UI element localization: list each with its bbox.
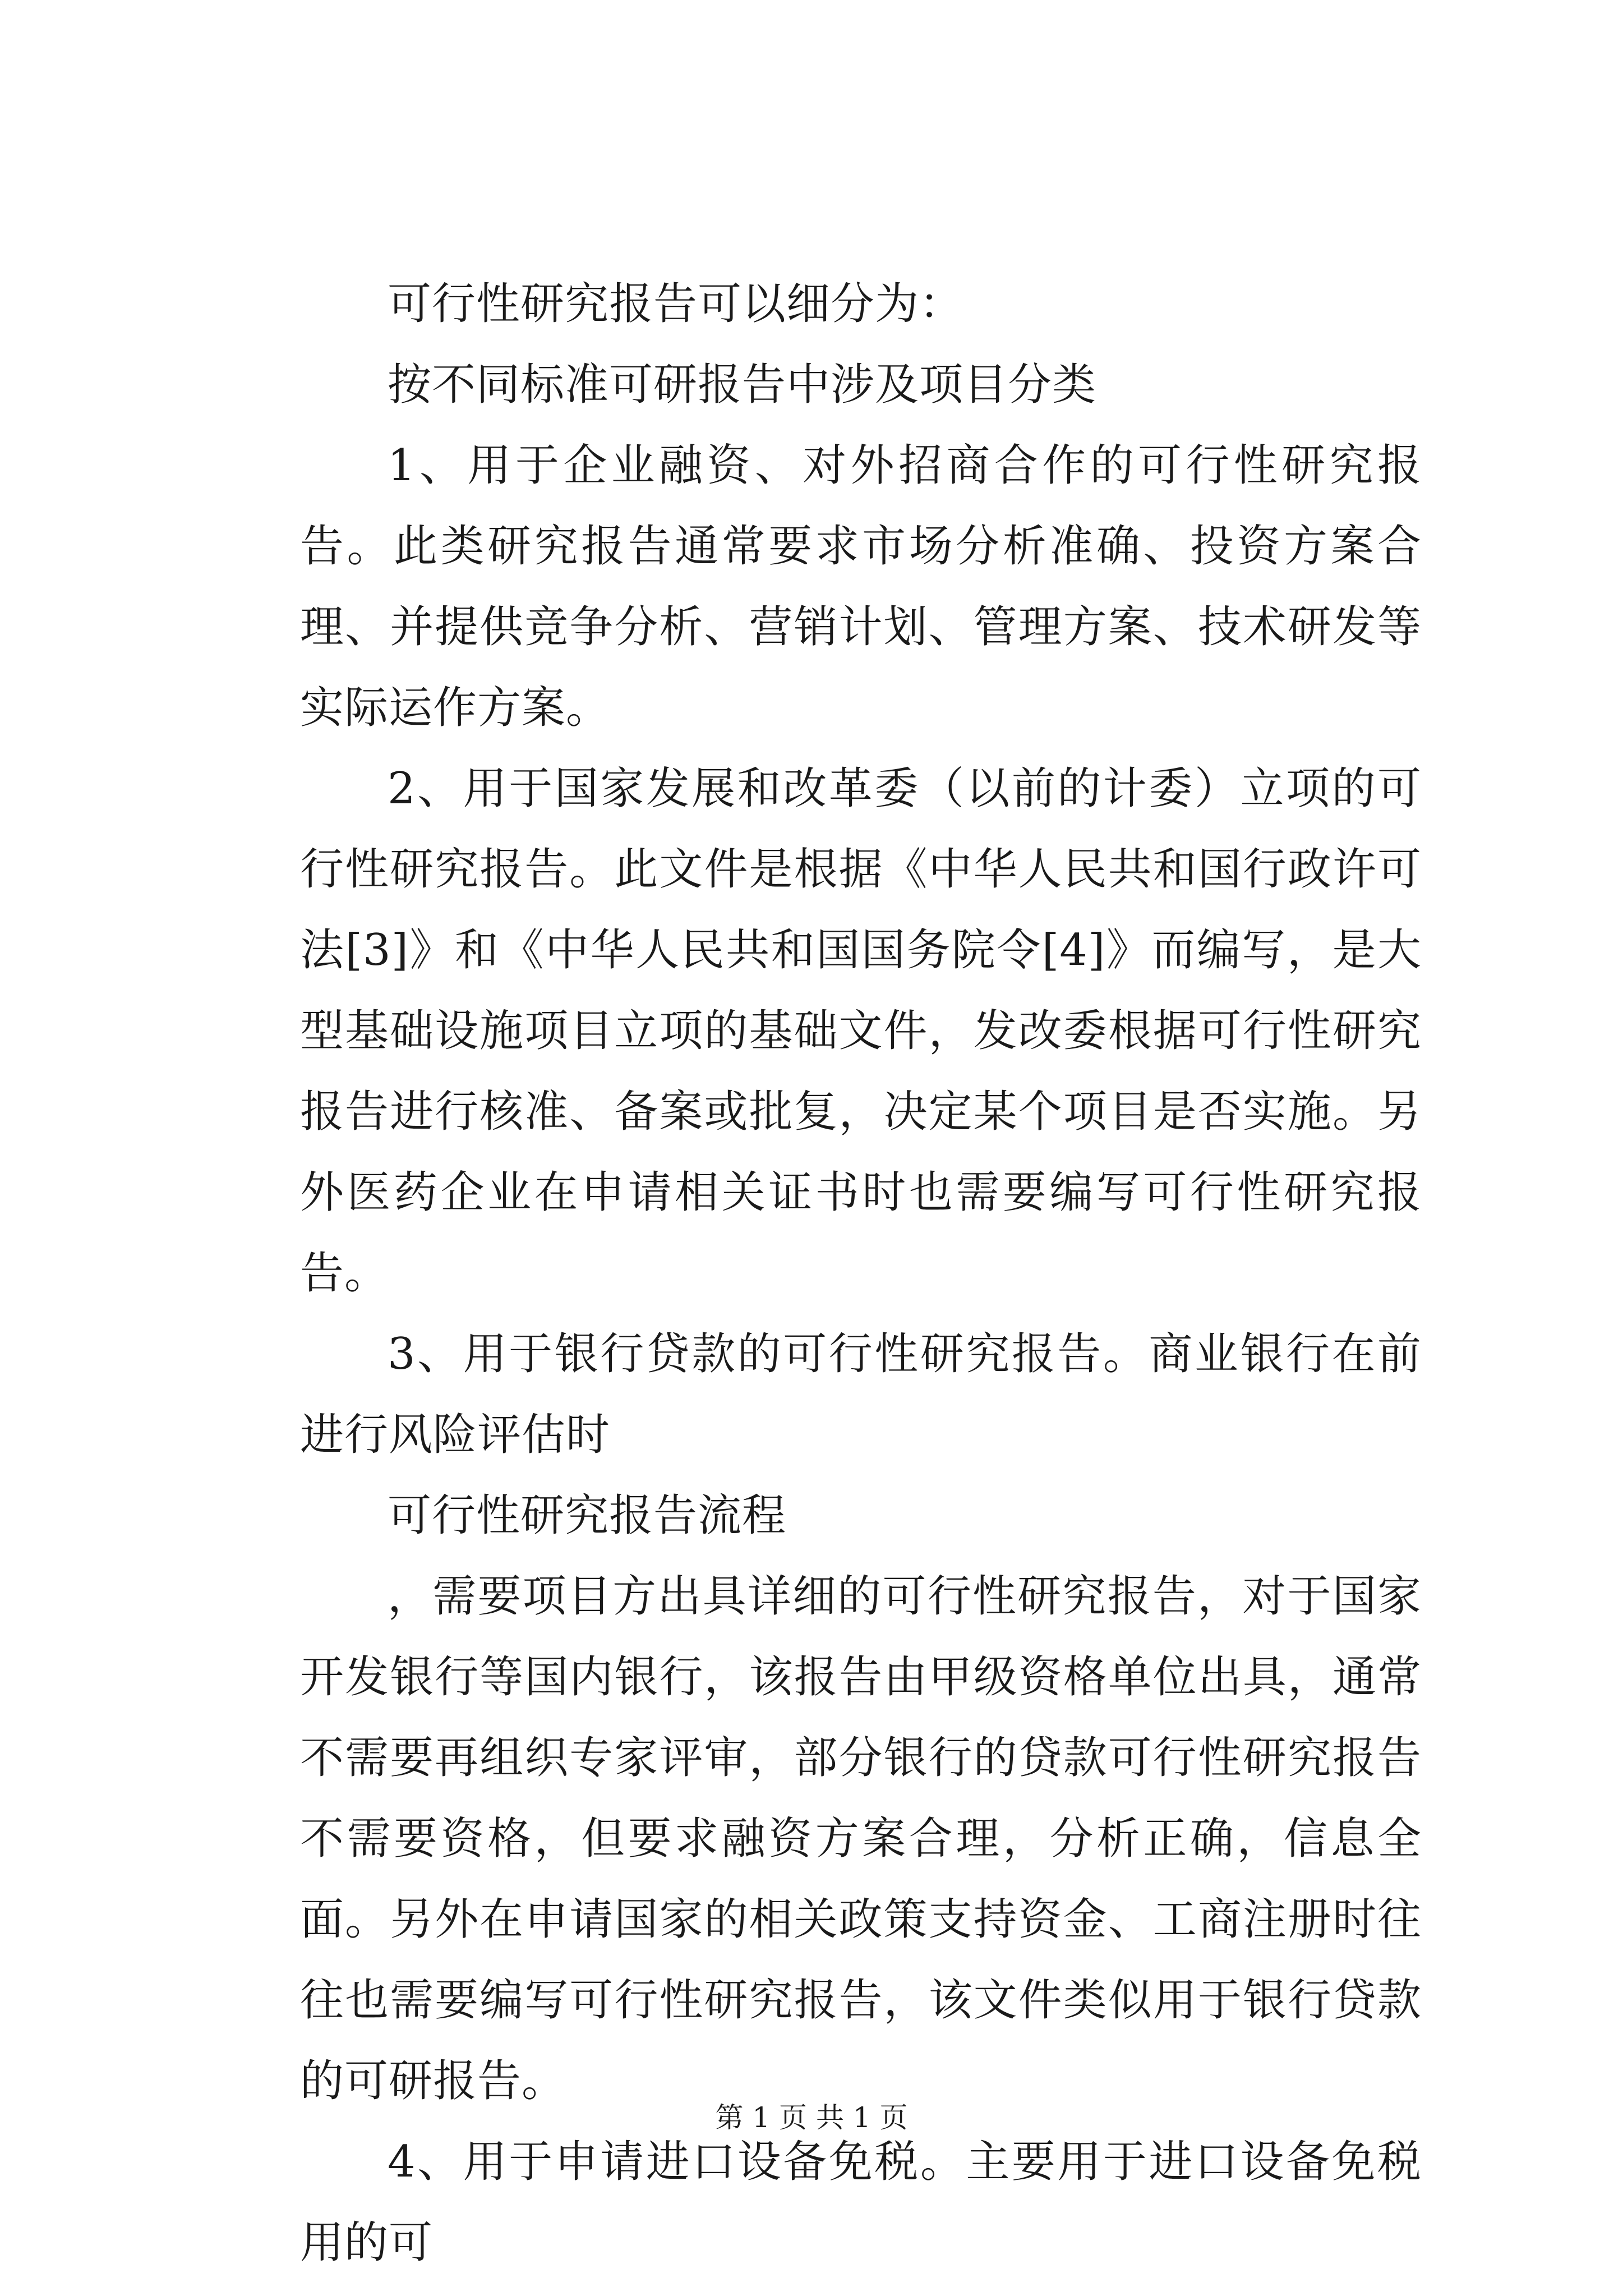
document-body bbox=[300, 264, 1422, 2283]
paragraph-item-3-continued: ，需要项目方出具详细的可行性研究报告，对于国家开发银行等国内银行，该报告由甲级资格单位出具，通常不需要再组织专家评审，部分银行的贷款可行性研究报告不需要资格，但要求融资方案合理，分析正确，信息全面。另外在申请国家的相关政策支持资金、工商注册时往往也需要编写可行性研究报告，该文件类似用于银行贷款的可研报告。 bbox=[300, 1571, 1422, 2106]
paragraph-item-3: 3、用于银行贷款的可行性研究报告。商业银行在前进行风险评估时 bbox=[300, 1329, 1422, 1460]
paragraph-item-4: 4、用于申请进口设备免税。主要用于进口设备免税用的可 bbox=[300, 2137, 1422, 2268]
paragraph-process-heading: 可行性研究报告流程 bbox=[388, 1490, 787, 1541]
paragraph-intro: 可行性研究报告可以细分为： bbox=[388, 279, 964, 329]
paragraph-classification-heading: 按不同标准可研报告中涉及项目分类 bbox=[388, 360, 1097, 410]
paragraph-item-1: 1、用于企业融资、对外招商合作的可行性研究报告。此类研究报告通常要求市场分析准确、投资方案合理、并提供竞争分析、营销计划、管理方案、技术研发等实际运作方案。 bbox=[300, 440, 1422, 733]
page-footer: 第 1 页 共 1 页 bbox=[715, 2101, 908, 2134]
paragraph-item-2: 2、用于国家发展和改革委（以前的计委）立项的可行性研究报告。此文件是根据《中华人民共和国行政许可法[3]》和《中华人民共和国国务院令[4]》而编写，是大型基础设施项目立项的基础文件，发改委根据可行性研究报告进行核准、备案或批复，决定某个项目是否实施。另外医药企业在申请相关证书时也需要编写可行性研究报告。 bbox=[300, 763, 1422, 1299]
